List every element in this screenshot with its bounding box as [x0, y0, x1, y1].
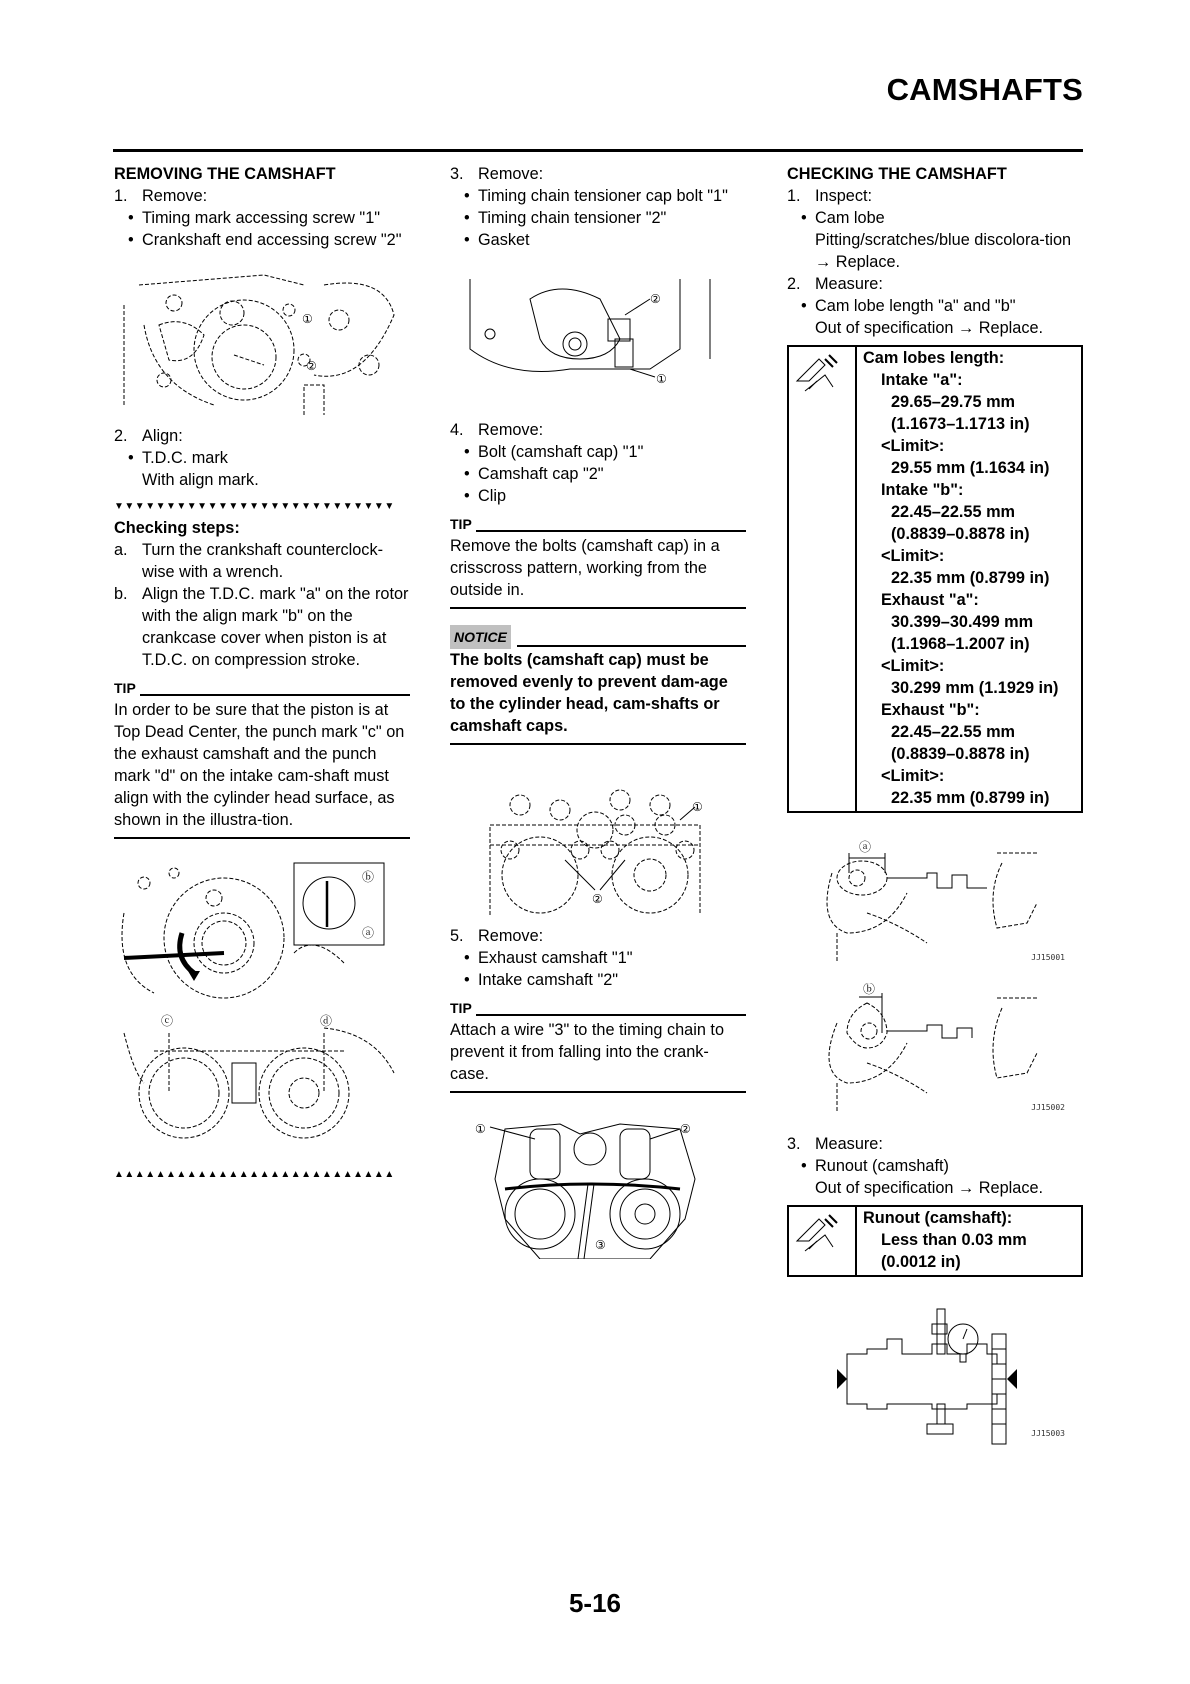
procedure-start-marker: ▼▼▼▼▼▼▼▼▼▼▼▼▼▼▼▼▼▼▼▼▼▼▼▼▼▼▼ — [114, 501, 395, 512]
step-number: 3. — [787, 1135, 801, 1153]
spec-title: Cam lobes length: — [863, 349, 1005, 367]
spec-value: 29.55 mm (1.1634 in) — [891, 459, 1050, 477]
notice-end-rule — [450, 743, 746, 745]
spec-value: 30.299 mm (1.1929 in) — [891, 679, 1059, 697]
step — [787, 273, 1083, 295]
tip-rule — [476, 1013, 746, 1016]
tensioner-illustration — [450, 259, 746, 409]
header-rule — [113, 149, 1083, 152]
list-item-detail: With align mark. — [142, 471, 259, 489]
list-item-text: Crankshaft end accessing screw "2" — [142, 231, 402, 249]
page-number: 5-16 — [568, 1588, 622, 1618]
spec-label: Intake "b": — [881, 481, 964, 499]
camshaft-removal-illustration — [450, 1109, 746, 1259]
list-item — [450, 947, 746, 969]
spec-value: (0.0012 in) — [881, 1253, 961, 1271]
notice-label: NOTICE — [450, 625, 511, 649]
bullet-icon: • — [464, 209, 470, 227]
step-number: 5. — [450, 927, 464, 945]
list-item-text: Timing chain tensioner cap bolt "1" — [478, 187, 728, 205]
tip-label: TIP — [450, 1000, 472, 1016]
column-checking — [787, 163, 1083, 1459]
spec-value: (1.1968–1.2007 in) — [891, 635, 1030, 653]
step-label: Remove: — [478, 927, 544, 945]
list-item — [450, 185, 746, 207]
list-item-text: Exhaust camshaft "1" — [478, 949, 633, 967]
list-item — [787, 207, 1083, 229]
tip-label: TIP — [114, 680, 136, 696]
list-item — [450, 969, 746, 991]
step-number: 2. — [114, 427, 128, 445]
step-label: Align: — [142, 427, 183, 445]
callout-b: ⓑ — [863, 983, 876, 996]
tip-box — [450, 997, 746, 1093]
tip-text: Remove the bolts (camshaft cap) in a crisscross pattern, working from the outside in. — [450, 537, 720, 599]
bullet-icon: • — [464, 231, 470, 249]
list-item-text: Bolt (camshaft cap) "1" — [478, 443, 644, 461]
step-number: 1. — [114, 187, 128, 205]
callout-1: ① — [656, 372, 667, 386]
list-item — [450, 485, 746, 507]
list-item-text: Intake camshaft "2" — [478, 971, 619, 989]
bullet-icon: • — [801, 1157, 807, 1175]
checking-step — [114, 583, 410, 671]
callout-d: ⓓ — [320, 1014, 333, 1028]
bullet-icon: • — [464, 443, 470, 461]
list-item — [450, 229, 746, 251]
center-point-marker-left — [837, 1369, 847, 1389]
list-item-text: Gasket — [478, 231, 530, 249]
list-item-text: Cam lobe — [815, 209, 885, 227]
section-heading: CHECKING THE CAMSHAFT — [787, 165, 1007, 183]
spec-value: (0.8839–0.8878 in) — [891, 745, 1030, 763]
runout-measure-illustration — [787, 1299, 1083, 1449]
bullet-icon: • — [464, 949, 470, 967]
figure-code: JJ15001 — [1031, 953, 1065, 962]
tip-text: Attach a wire "3" to the timing chain to prevent it from falling into the crank-case. — [450, 1021, 725, 1083]
step-letter: b. — [114, 585, 128, 603]
cam-lobe-measure-a-illustration — [787, 833, 1083, 973]
callout-a: ⓐ — [362, 926, 375, 940]
step — [114, 185, 410, 207]
spec-value: 22.35 mm (0.8799 in) — [891, 569, 1050, 587]
step-label: Remove: — [478, 421, 544, 439]
bullet-icon: • — [464, 971, 470, 989]
notice-rule — [517, 644, 746, 647]
spec-label: Exhaust "b": — [881, 701, 980, 719]
figure-code: JJ15003 — [1031, 1429, 1065, 1438]
step-letter: a. — [114, 541, 128, 559]
callout-2: ② — [592, 892, 603, 906]
cam-lobe-measure-b-illustration — [787, 983, 1083, 1123]
crankcase-cover-illustration — [114, 265, 410, 415]
step — [787, 1133, 1083, 1155]
list-item-detail: Out of specification → Replace. — [815, 1179, 1044, 1197]
tip-text: In order to be sure that the piston is at Top Dead Center, the punch mark "c" on the exhaust camshaft and the punch mark "d" on the intake cam-shaft must align with the cylinder head surface, as shown in the illustra-tion. — [114, 701, 405, 829]
camshaft-cap-drawing — [450, 765, 740, 915]
page-title: CAMSHAFTS — [886, 72, 1083, 107]
list-item-detail: Pitting/scratches/blue discolora-tion → Replace. — [815, 231, 1072, 271]
list-item — [114, 207, 410, 229]
step-number: 1. — [787, 187, 801, 205]
camshaft-removal-drawing — [450, 1109, 740, 1259]
step-number: 3. — [450, 165, 464, 183]
tip-rule — [476, 529, 746, 532]
spec-value: (0.8839–0.8878 in) — [891, 525, 1030, 543]
step-text: Turn the crankshaft counterclock-wise with a wrench. — [142, 541, 384, 581]
center-point-marker-right — [1007, 1369, 1017, 1389]
list-item — [787, 1155, 1083, 1177]
list-item — [787, 295, 1083, 317]
tip-rule — [140, 693, 410, 696]
spec-label: Exhaust "a": — [881, 591, 979, 609]
list-item-text: Timing chain tensioner "2" — [478, 209, 667, 227]
list-item-text: Camshaft cap "2" — [478, 465, 604, 483]
step-label: Measure: — [815, 1135, 883, 1153]
bullet-icon: • — [801, 209, 807, 227]
camshaft-cap-illustration — [450, 765, 746, 915]
step-label: Remove: — [478, 165, 544, 183]
spec-value: 29.65–29.75 mm — [891, 393, 1016, 411]
spec-values — [857, 1207, 1031, 1275]
step — [114, 425, 410, 447]
step — [450, 925, 746, 947]
tip-end-rule — [114, 837, 410, 839]
spec-box-runout — [787, 1205, 1083, 1277]
spec-value: 22.45–22.55 mm — [891, 723, 1016, 741]
step-number: 2. — [787, 275, 801, 293]
spec-label: <Limit>: — [881, 437, 945, 455]
callout-1: ① — [302, 312, 313, 326]
figure-code: JJ15002 — [1031, 1103, 1065, 1112]
step-label: Measure: — [815, 275, 883, 293]
rotor-alignment-drawing — [114, 853, 404, 1003]
spec-label: <Limit>: — [881, 767, 945, 785]
callout-c: ⓒ — [161, 1014, 174, 1028]
bullet-icon: • — [464, 487, 470, 505]
callout-1: ① — [475, 1122, 486, 1136]
callout-2: ② — [650, 292, 661, 306]
tensioner-drawing — [450, 259, 740, 409]
caliper-icon — [789, 1211, 849, 1261]
notice-text: The bolts (camshaft cap) must be removed evenly to prevent dam-age to the cylinder head, cam-shafts or camshaft caps. — [450, 651, 728, 735]
step-label: Inspect: — [815, 187, 873, 205]
bullet-icon: • — [801, 297, 807, 315]
spec-value: Less than 0.03 mm — [881, 1231, 1027, 1249]
list-item-text: Clip — [478, 487, 507, 505]
tip-label: TIP — [450, 516, 472, 532]
column-removing-continued — [450, 163, 746, 1269]
list-item — [114, 229, 410, 251]
spec-value: 22.35 mm (0.8799 in) — [891, 789, 1050, 807]
spec-value: 22.45–22.55 mm — [891, 503, 1016, 521]
bullet-icon: • — [128, 209, 134, 227]
list-item-text: Timing mark accessing screw "1" — [142, 209, 381, 227]
spec-value: 30.399–30.499 mm — [891, 613, 1034, 631]
bullet-icon: • — [464, 187, 470, 205]
step — [450, 163, 746, 185]
checking-step — [114, 539, 410, 583]
list-item — [450, 463, 746, 485]
tip-end-rule — [450, 1091, 746, 1093]
tip-box — [450, 513, 746, 609]
list-item — [450, 441, 746, 463]
tip-end-rule — [450, 607, 746, 609]
callout-3: ③ — [595, 1238, 606, 1252]
spec-icon-cell — [789, 347, 857, 811]
bullet-icon: • — [464, 465, 470, 483]
bullet-icon: • — [128, 231, 134, 249]
step-text: Align the T.D.C. mark "a" on the rotor with the align mark "b" on the crankcase cover when piston is at T.D.C. on compression stroke. — [142, 585, 409, 669]
tip-box — [114, 677, 410, 839]
list-item-detail: Out of specification → Replace. — [815, 319, 1044, 337]
callout-b: ⓑ — [362, 870, 375, 884]
notice-box — [450, 625, 746, 745]
callout-a: ⓐ — [859, 840, 872, 854]
list-item-text: T.D.C. mark — [142, 449, 228, 467]
callout-2: ② — [680, 1122, 691, 1136]
column-removing — [114, 163, 410, 1185]
spec-label: <Limit>: — [881, 657, 945, 675]
tdc-alignment-illustration — [114, 853, 410, 1003]
spec-icon-cell — [789, 1207, 857, 1275]
step — [450, 419, 746, 441]
list-item-text: Cam lobe length "a" and "b" — [815, 297, 1016, 315]
spec-values — [857, 347, 1062, 811]
spec-label: Intake "a": — [881, 371, 963, 389]
caliper-icon — [789, 351, 849, 401]
list-item-text: Runout (camshaft) — [815, 1157, 949, 1175]
spec-label: <Limit>: — [881, 547, 945, 565]
camshaft-punch-mark-illustration — [114, 1013, 410, 1153]
punch-mark-drawing — [114, 1013, 404, 1153]
spec-box-cam-lobes — [787, 345, 1083, 813]
checking-steps-heading: Checking steps: — [114, 519, 240, 537]
callout-2: ② — [306, 359, 317, 373]
list-item — [450, 207, 746, 229]
step — [787, 185, 1083, 207]
step-number: 4. — [450, 421, 464, 439]
spec-value: (1.1673–1.1713 in) — [891, 415, 1030, 433]
callout-1: ① — [692, 800, 703, 814]
bullet-icon: • — [128, 449, 134, 467]
section-heading: REMOVING THE CAMSHAFT — [114, 165, 336, 183]
list-item — [114, 447, 410, 469]
crankcase-cover-drawing — [114, 265, 404, 415]
step-label: Remove: — [142, 187, 208, 205]
procedure-end-marker: ▲▲▲▲▲▲▲▲▲▲▲▲▲▲▲▲▲▲▲▲▲▲▲▲▲▲▲ — [114, 1169, 395, 1180]
spec-title: Runout (camshaft): — [863, 1209, 1013, 1227]
